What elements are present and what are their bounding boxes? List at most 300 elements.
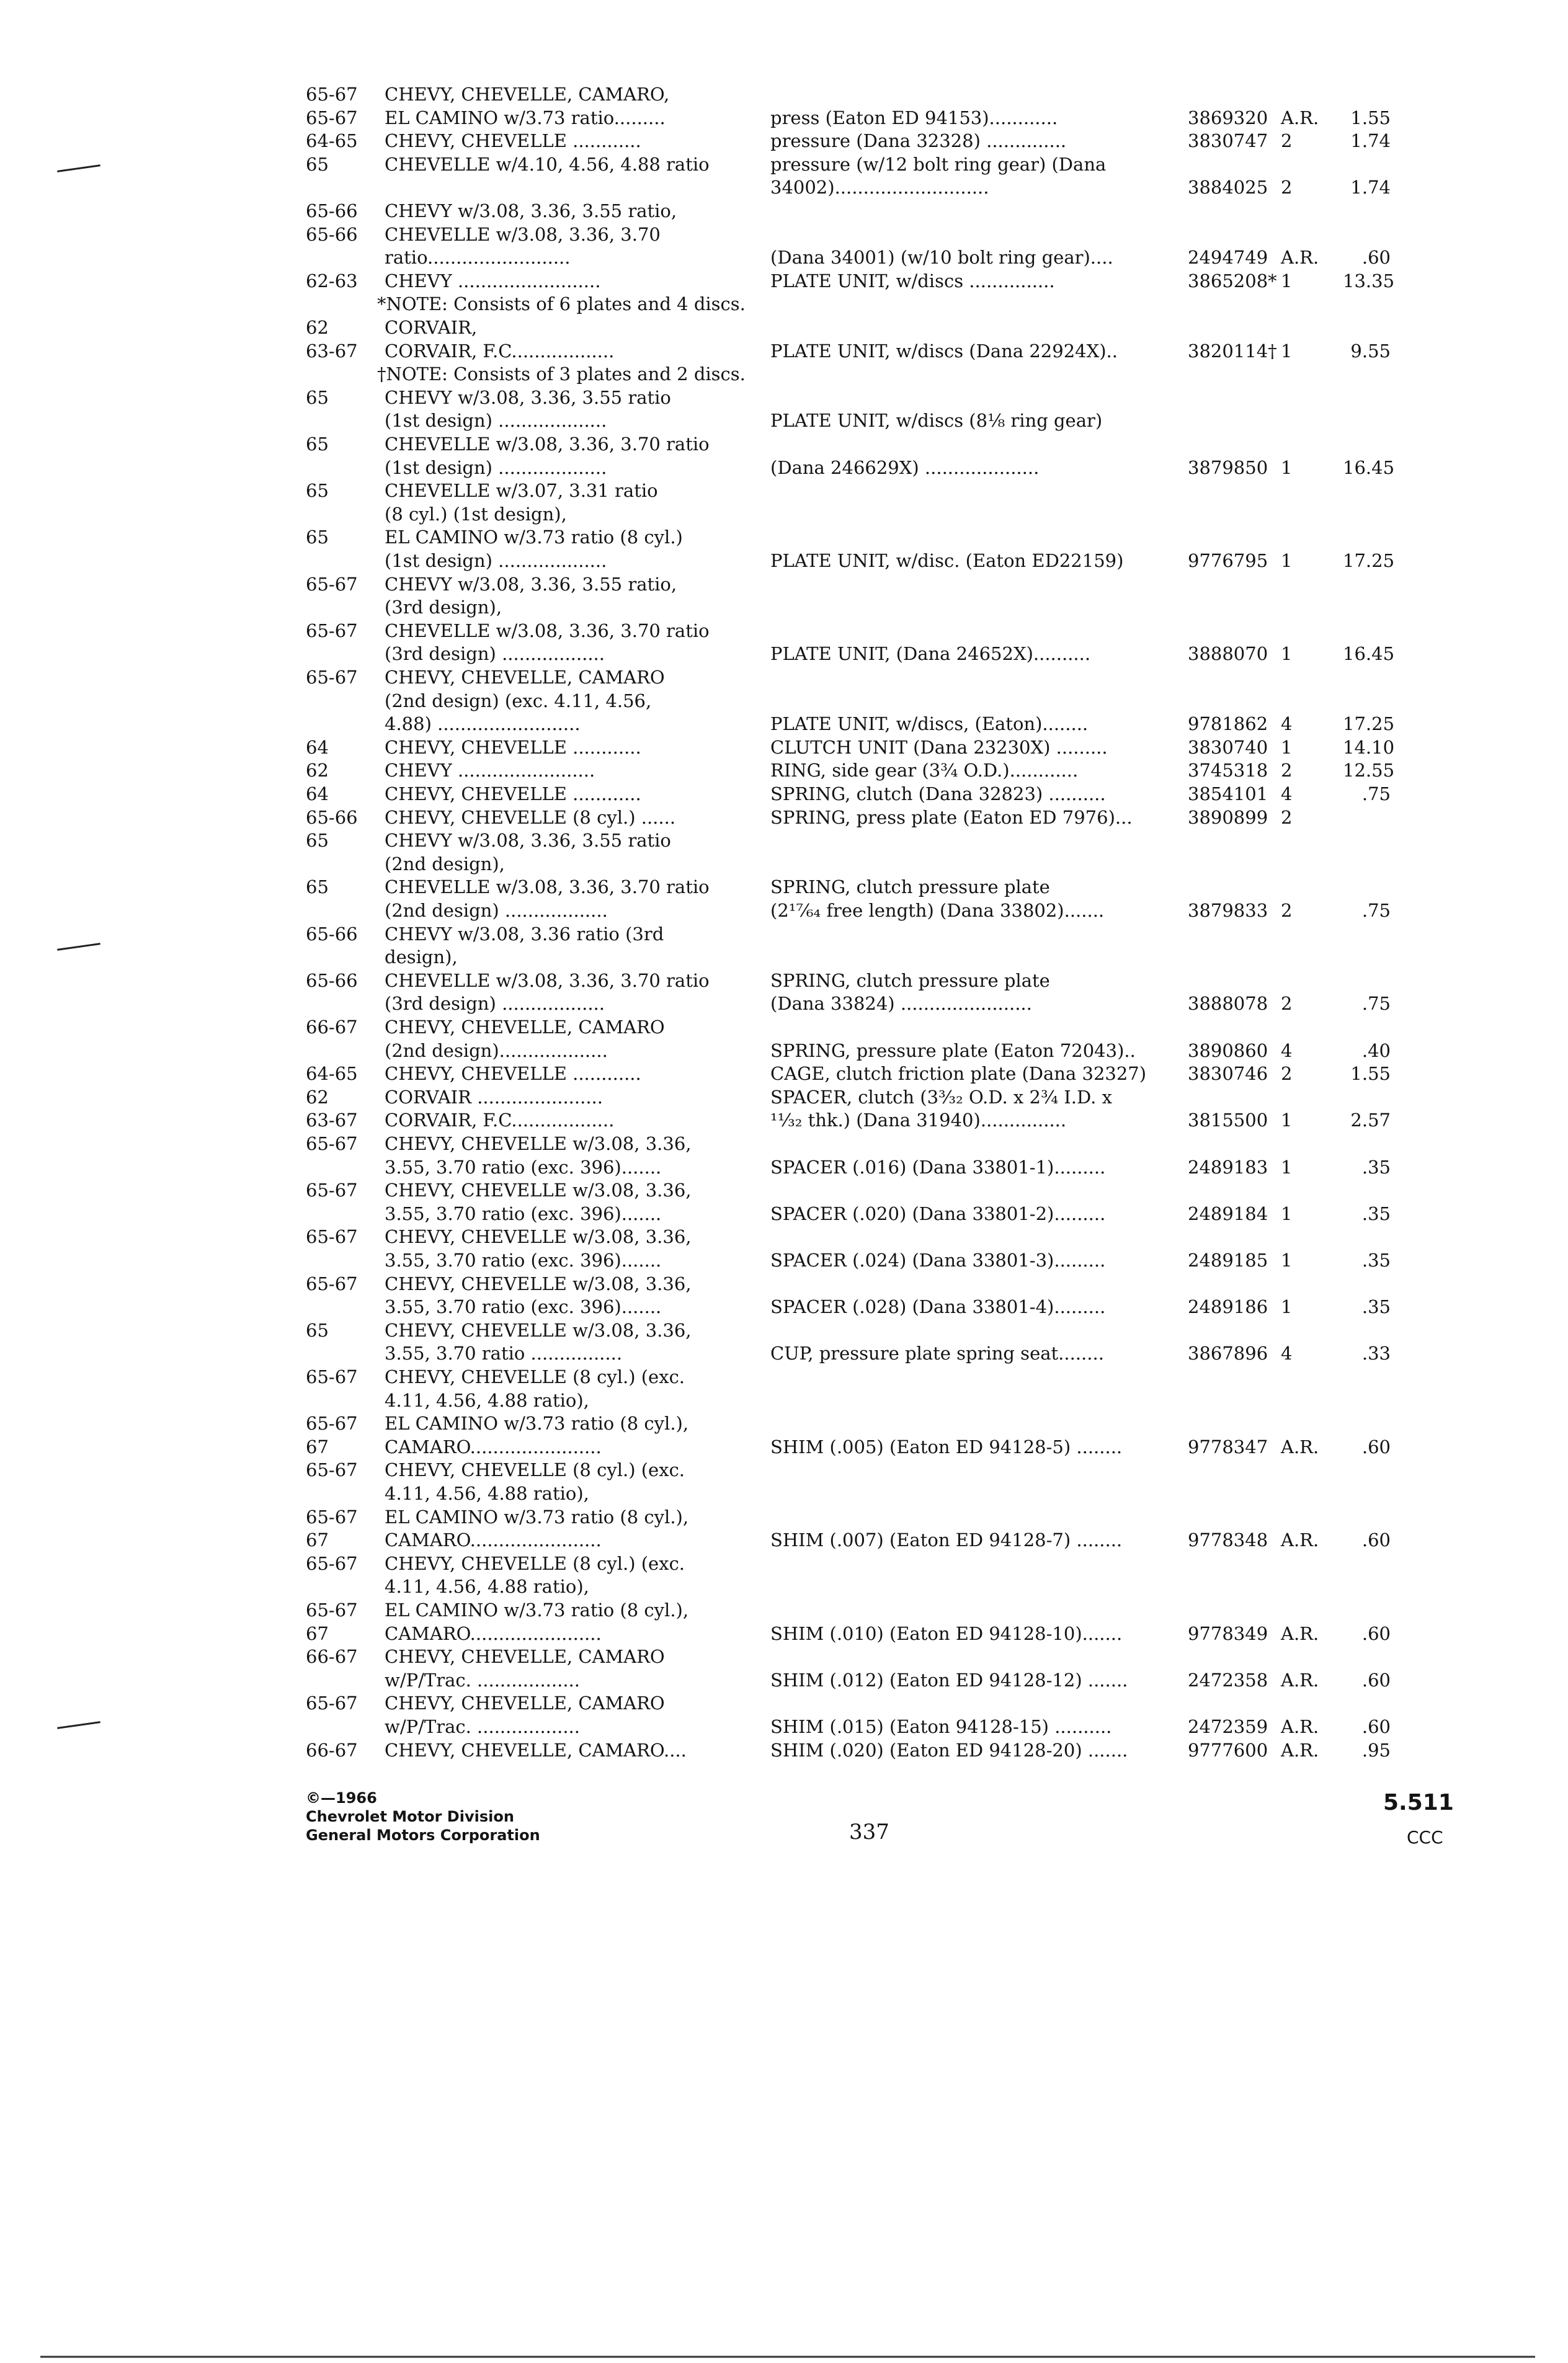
parts-row <box>0 806 1568 829</box>
quantity: 4 <box>1281 783 1293 804</box>
model-year: 65-66 <box>306 223 358 245</box>
note-line <box>0 362 1568 386</box>
model-year: 65 <box>306 434 329 455</box>
quantity: 2 <box>1281 806 1293 828</box>
model-applicability: CHEVY ......................... <box>385 270 601 291</box>
parts-row <box>0 875 1568 899</box>
list-price: 14.10 <box>1343 736 1395 758</box>
part-description: CLUTCH UNIT (Dana 23230X) ......... <box>770 736 1108 758</box>
model-applicability: CHEVY, CHEVELLE (8 cyl.) (exc. <box>385 1366 685 1387</box>
list-price: .35 <box>1361 1250 1391 1271</box>
part-number: 2489185 <box>1188 1250 1268 1271</box>
list-price: 2.57 <box>1350 1110 1391 1131</box>
part-description: (Dana 34001) (w/10 bolt ring gear).... <box>770 247 1113 269</box>
parts-row <box>0 386 1568 409</box>
model-applicability: CHEVY, CHEVELLE w/3.08, 3.36, <box>385 1226 692 1248</box>
part-number: 3888070 <box>1188 643 1268 665</box>
model-applicability: (3rd design) .................. <box>385 993 605 1015</box>
model-applicability: design), <box>385 946 458 968</box>
model-year: 65-67 <box>306 1600 358 1621</box>
part-number: 3869320 <box>1188 107 1268 128</box>
part-number: 9778347 <box>1188 1436 1268 1457</box>
quantity: 2 <box>1281 130 1293 152</box>
model-applicability: 3.55, 3.70 ratio (exc. 396)....... <box>385 1203 662 1224</box>
parts-row <box>0 1691 1568 1715</box>
section-code: CCC <box>1407 1827 1443 1848</box>
list-price: .60 <box>1361 1716 1391 1737</box>
list-price: .60 <box>1361 1529 1391 1551</box>
parts-row <box>0 1342 1568 1365</box>
part-number: 9776795 <box>1188 550 1268 571</box>
parts-row <box>0 432 1568 456</box>
parts-row <box>0 1389 1568 1412</box>
list-price: .33 <box>1361 1343 1391 1364</box>
model-applicability: CHEVY, CHEVELLE, CAMARO <box>385 667 665 688</box>
parts-row <box>0 852 1568 876</box>
list-price: 9.55 <box>1350 340 1391 362</box>
model-year: 63-67 <box>306 340 358 362</box>
model-year: 65-67 <box>306 1273 358 1294</box>
parts-row <box>0 899 1568 922</box>
model-applicability: 3.55, 3.70 ratio (exc. 396)....... <box>385 1250 662 1271</box>
model-applicability: CHEVELLE w/3.08, 3.36, 3.70 <box>385 223 661 245</box>
parts-row <box>0 246 1568 269</box>
publisher-block <box>306 1789 540 1845</box>
model-year: 65-67 <box>306 573 358 595</box>
model-applicability: CHEVY, CHEVELLE (8 cyl.) ...... <box>385 806 676 828</box>
model-applicability: EL CAMINO w/3.73 ratio (8 cyl.), <box>385 1413 689 1435</box>
model-applicability: CHEVY, CHEVELLE, CAMARO, <box>385 84 670 105</box>
list-price: 16.45 <box>1343 643 1395 665</box>
parts-row <box>0 969 1568 992</box>
quantity: 2 <box>1281 177 1293 198</box>
part-number: 3890899 <box>1188 806 1268 828</box>
model-applicability: 4.11, 4.56, 4.88 ratio), <box>385 1576 589 1598</box>
parts-row <box>0 782 1568 806</box>
copyright-line: ©—1966 <box>306 1789 377 1807</box>
model-applicability: CHEVY w/3.08, 3.36, 3.55 ratio <box>385 830 671 852</box>
model-applicability: EL CAMINO w/3.73 ratio......... <box>385 107 666 128</box>
parts-row <box>0 316 1568 339</box>
part-number: 3865208* <box>1188 270 1277 291</box>
list-price: 1.74 <box>1350 177 1391 198</box>
part-number: 3890860 <box>1188 1039 1268 1061</box>
parts-row <box>0 1132 1568 1155</box>
part-description: SPACER (.028) (Dana 33801-4)......... <box>770 1296 1106 1318</box>
model-applicability: 4.88) ......................... <box>385 713 581 735</box>
model-year: 62-63 <box>306 270 358 291</box>
parts-row <box>0 1039 1568 1062</box>
model-applicability: CHEVY, CHEVELLE (8 cyl.) (exc. <box>385 1552 685 1574</box>
quantity: A.R. <box>1281 247 1319 269</box>
part-description: SPACER, clutch (3³⁄₃₂ O.D. x 2¾ I.D. x <box>770 1086 1112 1108</box>
model-applicability: CHEVY, CHEVELLE (8 cyl.) (exc. <box>385 1459 685 1481</box>
model-year: 67 <box>306 1436 329 1457</box>
model-applicability: CHEVELLE w/3.07, 3.31 ratio <box>385 480 658 502</box>
parts-row <box>0 1552 1568 1575</box>
part-number: 9778349 <box>1188 1622 1268 1644</box>
part-number: 2489183 <box>1188 1156 1268 1178</box>
quantity: 1 <box>1281 550 1293 571</box>
model-year: 64 <box>306 736 329 758</box>
model-applicability: CHEVY, CHEVELLE ............ <box>385 736 641 758</box>
model-applicability: EL CAMINO w/3.73 ratio (8 cyl.) <box>385 527 683 548</box>
part-number: 3820114† <box>1188 340 1277 362</box>
part-description: SPACER (.020) (Dana 33801-2)......... <box>770 1203 1106 1224</box>
part-description: pressure (w/12 bolt ring gear) (Dana <box>770 153 1107 175</box>
list-price: 1.55 <box>1350 1063 1391 1085</box>
part-description: RING, side gear (3¾ O.D.)............ <box>770 760 1079 781</box>
parts-row <box>0 1645 1568 1668</box>
division-line: Chevrolet Motor Division <box>306 1808 514 1825</box>
model-applicability: CHEVY, CHEVELLE w/3.08, 3.36, <box>385 1133 692 1154</box>
parts-row <box>0 945 1568 969</box>
parts-row <box>0 1738 1568 1762</box>
model-applicability: w/P/Trac. .................. <box>385 1716 580 1737</box>
bottom-rule <box>0 2351 1568 2363</box>
parts-row <box>0 1622 1568 1645</box>
quantity: A.R. <box>1281 1436 1319 1457</box>
part-number: 3879833 <box>1188 900 1268 921</box>
model-applicability: CAMARO....................... <box>385 1436 602 1457</box>
parts-row <box>0 1435 1568 1459</box>
part-description: CUP, pressure plate spring seat........ <box>770 1343 1104 1364</box>
part-description: (Dana 246629X) .................... <box>770 456 1040 478</box>
part-description: ¹¹⁄₃₂ thk.) (Dana 31940)............... <box>770 1110 1067 1131</box>
quantity: 4 <box>1281 713 1293 735</box>
model-applicability: 4.11, 4.56, 4.88 ratio), <box>385 1483 589 1504</box>
parts-row <box>0 712 1568 736</box>
model-year: 62 <box>306 1086 329 1108</box>
parts-row <box>0 269 1568 293</box>
model-year: 65-66 <box>306 923 358 945</box>
model-applicability: (2nd design), <box>385 853 505 874</box>
parts-row <box>0 829 1568 852</box>
list-price: .75 <box>1361 783 1391 804</box>
quantity: A.R. <box>1281 1669 1319 1691</box>
parts-row <box>0 339 1568 363</box>
quantity: 1 <box>1281 1250 1293 1271</box>
part-number: 9778348 <box>1188 1529 1268 1551</box>
model-applicability: CHEVY, CHEVELLE, CAMARO.... <box>385 1739 687 1761</box>
model-year: 65 <box>306 830 329 852</box>
parts-row <box>0 1202 1568 1226</box>
part-number: 9777600 <box>1188 1739 1268 1761</box>
model-year: 65-67 <box>306 620 358 641</box>
part-number: 3815500 <box>1188 1110 1268 1131</box>
corporation-line: General Motors Corporation <box>306 1827 540 1844</box>
model-applicability: EL CAMINO w/3.73 ratio (8 cyl.), <box>385 1506 689 1528</box>
parts-row <box>0 992 1568 1015</box>
model-applicability: CHEVELLE w/3.08, 3.36, 3.70 ratio <box>385 434 710 455</box>
model-applicability: CHEVY, CHEVELLE w/3.08, 3.36, <box>385 1319 692 1341</box>
model-applicability: CHEVY, CHEVELLE w/3.08, 3.36, <box>385 1273 692 1294</box>
part-number: 3745318 <box>1188 760 1268 781</box>
part-description: (2¹⁷⁄₆₄ free length) (Dana 33802)....... <box>770 900 1105 921</box>
model-year: 65 <box>306 386 329 408</box>
part-number: 2472359 <box>1188 1716 1268 1737</box>
model-year: 65-67 <box>306 1226 358 1248</box>
model-year: 63-67 <box>306 1110 358 1131</box>
page-number: 337 <box>849 1820 889 1845</box>
model-applicability: 4.11, 4.56, 4.88 ratio), <box>385 1389 589 1411</box>
part-description: SPRING, pressure plate (Eaton 72043).. <box>770 1039 1136 1061</box>
model-year: 65 <box>306 480 329 502</box>
part-description: SHIM (.020) (Eaton ED 94128-20) ....... <box>770 1739 1128 1761</box>
model-applicability: CHEVY, CHEVELLE ............ <box>385 783 641 804</box>
model-year: 64-65 <box>306 130 358 152</box>
model-year: 65 <box>306 1319 329 1341</box>
list-price: 13.35 <box>1343 270 1395 291</box>
model-applicability: w/P/Trac. .................. <box>385 1669 580 1691</box>
parts-row <box>0 1505 1568 1529</box>
model-year: 65 <box>306 876 329 898</box>
list-price: 12.55 <box>1343 760 1395 781</box>
model-applicability: CORVAIR, F.C.................. <box>385 1110 615 1131</box>
model-applicability: EL CAMINO w/3.73 ratio (8 cyl.), <box>385 1600 689 1621</box>
model-applicability: (1st design) ................... <box>385 550 607 571</box>
parts-row <box>0 1412 1568 1435</box>
model-year: 65-66 <box>306 969 358 991</box>
model-applicability: CHEVELLE w/3.08, 3.36, 3.70 ratio <box>385 969 710 991</box>
parts-row <box>0 1458 1568 1482</box>
list-price: 1.74 <box>1350 130 1391 152</box>
part-number: 3888078 <box>1188 993 1268 1015</box>
model-applicability: (2nd design)................... <box>385 1039 608 1061</box>
list-price: .75 <box>1361 993 1391 1015</box>
list-price: 16.45 <box>1343 456 1395 478</box>
parts-row <box>0 642 1568 665</box>
part-description: PLATE UNIT, w/discs (Dana 22924X).. <box>770 340 1118 362</box>
list-price: .60 <box>1361 1622 1391 1644</box>
list-price: .35 <box>1361 1203 1391 1224</box>
list-price: .60 <box>1361 1436 1391 1457</box>
list-price: 1.55 <box>1350 107 1391 128</box>
part-description: press (Eaton ED 94153)............ <box>770 107 1058 128</box>
model-year: 66-67 <box>306 1739 358 1761</box>
model-year: 65 <box>306 153 329 175</box>
model-applicability: CORVAIR, <box>385 317 478 338</box>
parts-row <box>0 409 1568 432</box>
parts-row <box>0 502 1568 526</box>
model-applicability: CHEVY, CHEVELLE, CAMARO <box>385 1646 665 1668</box>
quantity: A.R. <box>1281 1622 1319 1644</box>
model-applicability: CHEVY, CHEVELLE, CAMARO <box>385 1017 665 1038</box>
model-applicability: CHEVY, CHEVELLE ............ <box>385 130 641 152</box>
parts-row <box>0 1482 1568 1505</box>
list-price: .60 <box>1361 247 1391 269</box>
parts-row <box>0 1668 1568 1692</box>
quantity: 1 <box>1281 340 1293 362</box>
model-applicability: CHEVY, CHEVELLE, CAMARO <box>385 1693 665 1714</box>
model-applicability: (3rd design) .................. <box>385 643 605 665</box>
model-year: 65-66 <box>306 200 358 221</box>
part-description: pressure (Dana 32328) .............. <box>770 130 1067 152</box>
model-applicability: (1st design) ................... <box>385 410 607 432</box>
parts-row <box>0 689 1568 713</box>
parts-row <box>0 1085 1568 1109</box>
part-description: 34002)........................... <box>770 177 989 198</box>
part-description: PLATE UNIT, w/discs, (Eaton)........ <box>770 713 1089 735</box>
parts-row <box>0 223 1568 246</box>
parts-row <box>0 1178 1568 1202</box>
model-applicability: CHEVY w/3.08, 3.36, 3.55 ratio <box>385 386 671 408</box>
quantity: 2 <box>1281 993 1293 1015</box>
quantity: 2 <box>1281 900 1293 921</box>
model-applicability: CHEVELLE w/3.08, 3.36, 3.70 ratio <box>385 876 710 898</box>
model-year: 65-67 <box>306 667 358 688</box>
quantity: 1 <box>1281 643 1293 665</box>
model-year: 65-67 <box>306 1413 358 1435</box>
parts-row <box>0 1248 1568 1272</box>
parts-row <box>0 1715 1568 1738</box>
model-applicability: 3.55, 3.70 ratio (exc. 396)....... <box>385 1296 662 1318</box>
model-applicability: CAMARO....................... <box>385 1622 602 1644</box>
model-year: 65-67 <box>306 84 358 105</box>
quantity: 1 <box>1281 1110 1293 1131</box>
parts-row <box>0 619 1568 643</box>
section-number: 5.511 <box>1383 1790 1454 1815</box>
model-applicability: 3.55, 3.70 ratio (exc. 396)....... <box>385 1156 662 1178</box>
model-applicability: 3.55, 3.70 ratio ................ <box>385 1343 623 1364</box>
parts-row <box>0 1528 1568 1552</box>
model-year: 62 <box>306 760 329 781</box>
part-description: SPRING, clutch pressure plate <box>770 969 1050 991</box>
model-year: 65-67 <box>306 1693 358 1714</box>
part-description: SPRING, clutch pressure plate <box>770 876 1050 898</box>
list-price: .60 <box>1361 1669 1391 1691</box>
model-year: 65 <box>306 527 329 548</box>
part-description: PLATE UNIT, w/discs (8⅛ ring gear) <box>770 410 1103 432</box>
part-description: SPACER (.024) (Dana 33801-3)......... <box>770 1250 1106 1271</box>
quantity: A.R. <box>1281 1716 1319 1737</box>
parts-row <box>0 1062 1568 1085</box>
model-applicability: CORVAIR ...................... <box>385 1086 603 1108</box>
note-text: *NOTE: Consists of 6 plates and 4 discs. <box>377 293 746 315</box>
model-applicability: CAMARO....................... <box>385 1529 602 1551</box>
part-description: PLATE UNIT, w/disc. (Eaton ED22159) <box>770 550 1124 571</box>
part-number: 2472358 <box>1188 1669 1268 1691</box>
parts-row <box>0 1155 1568 1179</box>
parts-row <box>0 1365 1568 1389</box>
model-year: 67 <box>306 1529 329 1551</box>
parts-row <box>0 456 1568 479</box>
parts-row <box>0 479 1568 502</box>
model-year: 65-66 <box>306 806 358 828</box>
parts-row <box>0 525 1568 549</box>
parts-row <box>0 106 1568 130</box>
part-number: 3830747 <box>1188 130 1268 152</box>
part-description: CAGE, clutch friction plate (Dana 32327) <box>770 1063 1147 1085</box>
list-price: .35 <box>1361 1156 1391 1178</box>
quantity: 4 <box>1281 1039 1293 1061</box>
model-year: 66-67 <box>306 1017 358 1038</box>
part-number: 2489184 <box>1188 1203 1268 1224</box>
model-year: 65-67 <box>306 1459 358 1481</box>
note-line <box>0 292 1568 316</box>
model-year: 65-67 <box>306 107 358 128</box>
part-number: 3830740 <box>1188 736 1268 758</box>
quantity: A.R. <box>1281 1529 1319 1551</box>
parts-row <box>0 1598 1568 1622</box>
parts-row <box>0 922 1568 946</box>
model-applicability: CHEVY w/3.08, 3.36, 3.55 ratio, <box>385 573 677 595</box>
quantity: 2 <box>1281 760 1293 781</box>
quantity: 1 <box>1281 736 1293 758</box>
parts-row <box>0 129 1568 153</box>
model-applicability: CHEVELLE w/3.08, 3.36, 3.70 ratio <box>385 620 710 641</box>
parts-row <box>0 595 1568 619</box>
model-applicability: ratio......................... <box>385 247 571 269</box>
part-description: (Dana 33824) ....................... <box>770 993 1032 1015</box>
parts-row <box>0 1319 1568 1342</box>
parts-row <box>0 199 1568 223</box>
list-price: .95 <box>1361 1739 1391 1761</box>
parts-row <box>0 572 1568 596</box>
list-price: .40 <box>1361 1039 1391 1061</box>
parts-row <box>0 665 1568 689</box>
model-year: 65-67 <box>306 1180 358 1201</box>
model-applicability: (8 cyl.) (1st design), <box>385 503 567 525</box>
model-year: 65-67 <box>306 1366 358 1387</box>
model-applicability: CHEVELLE w/4.10, 4.56, 4.88 ratio <box>385 153 710 175</box>
parts-row <box>0 1272 1568 1296</box>
quantity: 1 <box>1281 1156 1293 1178</box>
part-description: SHIM (.015) (Eaton 94128-15) .......... <box>770 1716 1112 1737</box>
model-year: 64-65 <box>306 1063 358 1085</box>
part-number: 2494749 <box>1188 247 1268 269</box>
parts-row <box>0 1575 1568 1598</box>
model-applicability: (1st design) ................... <box>385 456 607 478</box>
model-applicability: (3rd design), <box>385 597 502 618</box>
parts-row <box>0 736 1568 759</box>
part-description: PLATE UNIT, (Dana 24652X).......... <box>770 643 1091 665</box>
model-year: 65-67 <box>306 1133 358 1154</box>
model-year: 64 <box>306 783 329 804</box>
model-year: 65-67 <box>306 1506 358 1528</box>
part-number: 3830746 <box>1188 1063 1268 1085</box>
model-applicability: CHEVY, CHEVELLE ............ <box>385 1063 641 1085</box>
model-year: 66-67 <box>306 1646 358 1668</box>
parts-row <box>0 1015 1568 1039</box>
part-description: SHIM (.007) (Eaton ED 94128-7) ........ <box>770 1529 1123 1551</box>
part-description: SPACER (.016) (Dana 33801-1)......... <box>770 1156 1106 1178</box>
part-number: 2489186 <box>1188 1296 1268 1318</box>
list-price: 17.25 <box>1343 713 1395 735</box>
list-price: .75 <box>1361 900 1391 921</box>
part-description: PLATE UNIT, w/discs ............... <box>770 270 1055 291</box>
parts-row <box>0 1225 1568 1248</box>
parts-row <box>0 82 1568 106</box>
quantity: 1 <box>1281 1296 1293 1318</box>
part-number: 3854101 <box>1188 783 1268 804</box>
model-applicability: CHEVY ........................ <box>385 760 595 781</box>
quantity: 1 <box>1281 456 1293 478</box>
parts-row <box>0 759 1568 782</box>
quantity: A.R. <box>1281 1739 1319 1761</box>
model-applicability: CHEVY w/3.08, 3.36, 3.55 ratio, <box>385 200 677 221</box>
parts-row <box>0 1295 1568 1319</box>
model-applicability: (2nd design) .................. <box>385 900 608 921</box>
parts-row <box>0 176 1568 199</box>
model-applicability: CORVAIR, F.C.................. <box>385 340 615 362</box>
part-description: SHIM (.005) (Eaton ED 94128-5) ........ <box>770 1436 1123 1457</box>
part-description: SHIM (.010) (Eaton ED 94128-10)....... <box>770 1622 1123 1644</box>
part-number: 3879850 <box>1188 456 1268 478</box>
parts-row <box>0 549 1568 572</box>
parts-row <box>0 153 1568 176</box>
model-year: 62 <box>306 317 329 338</box>
